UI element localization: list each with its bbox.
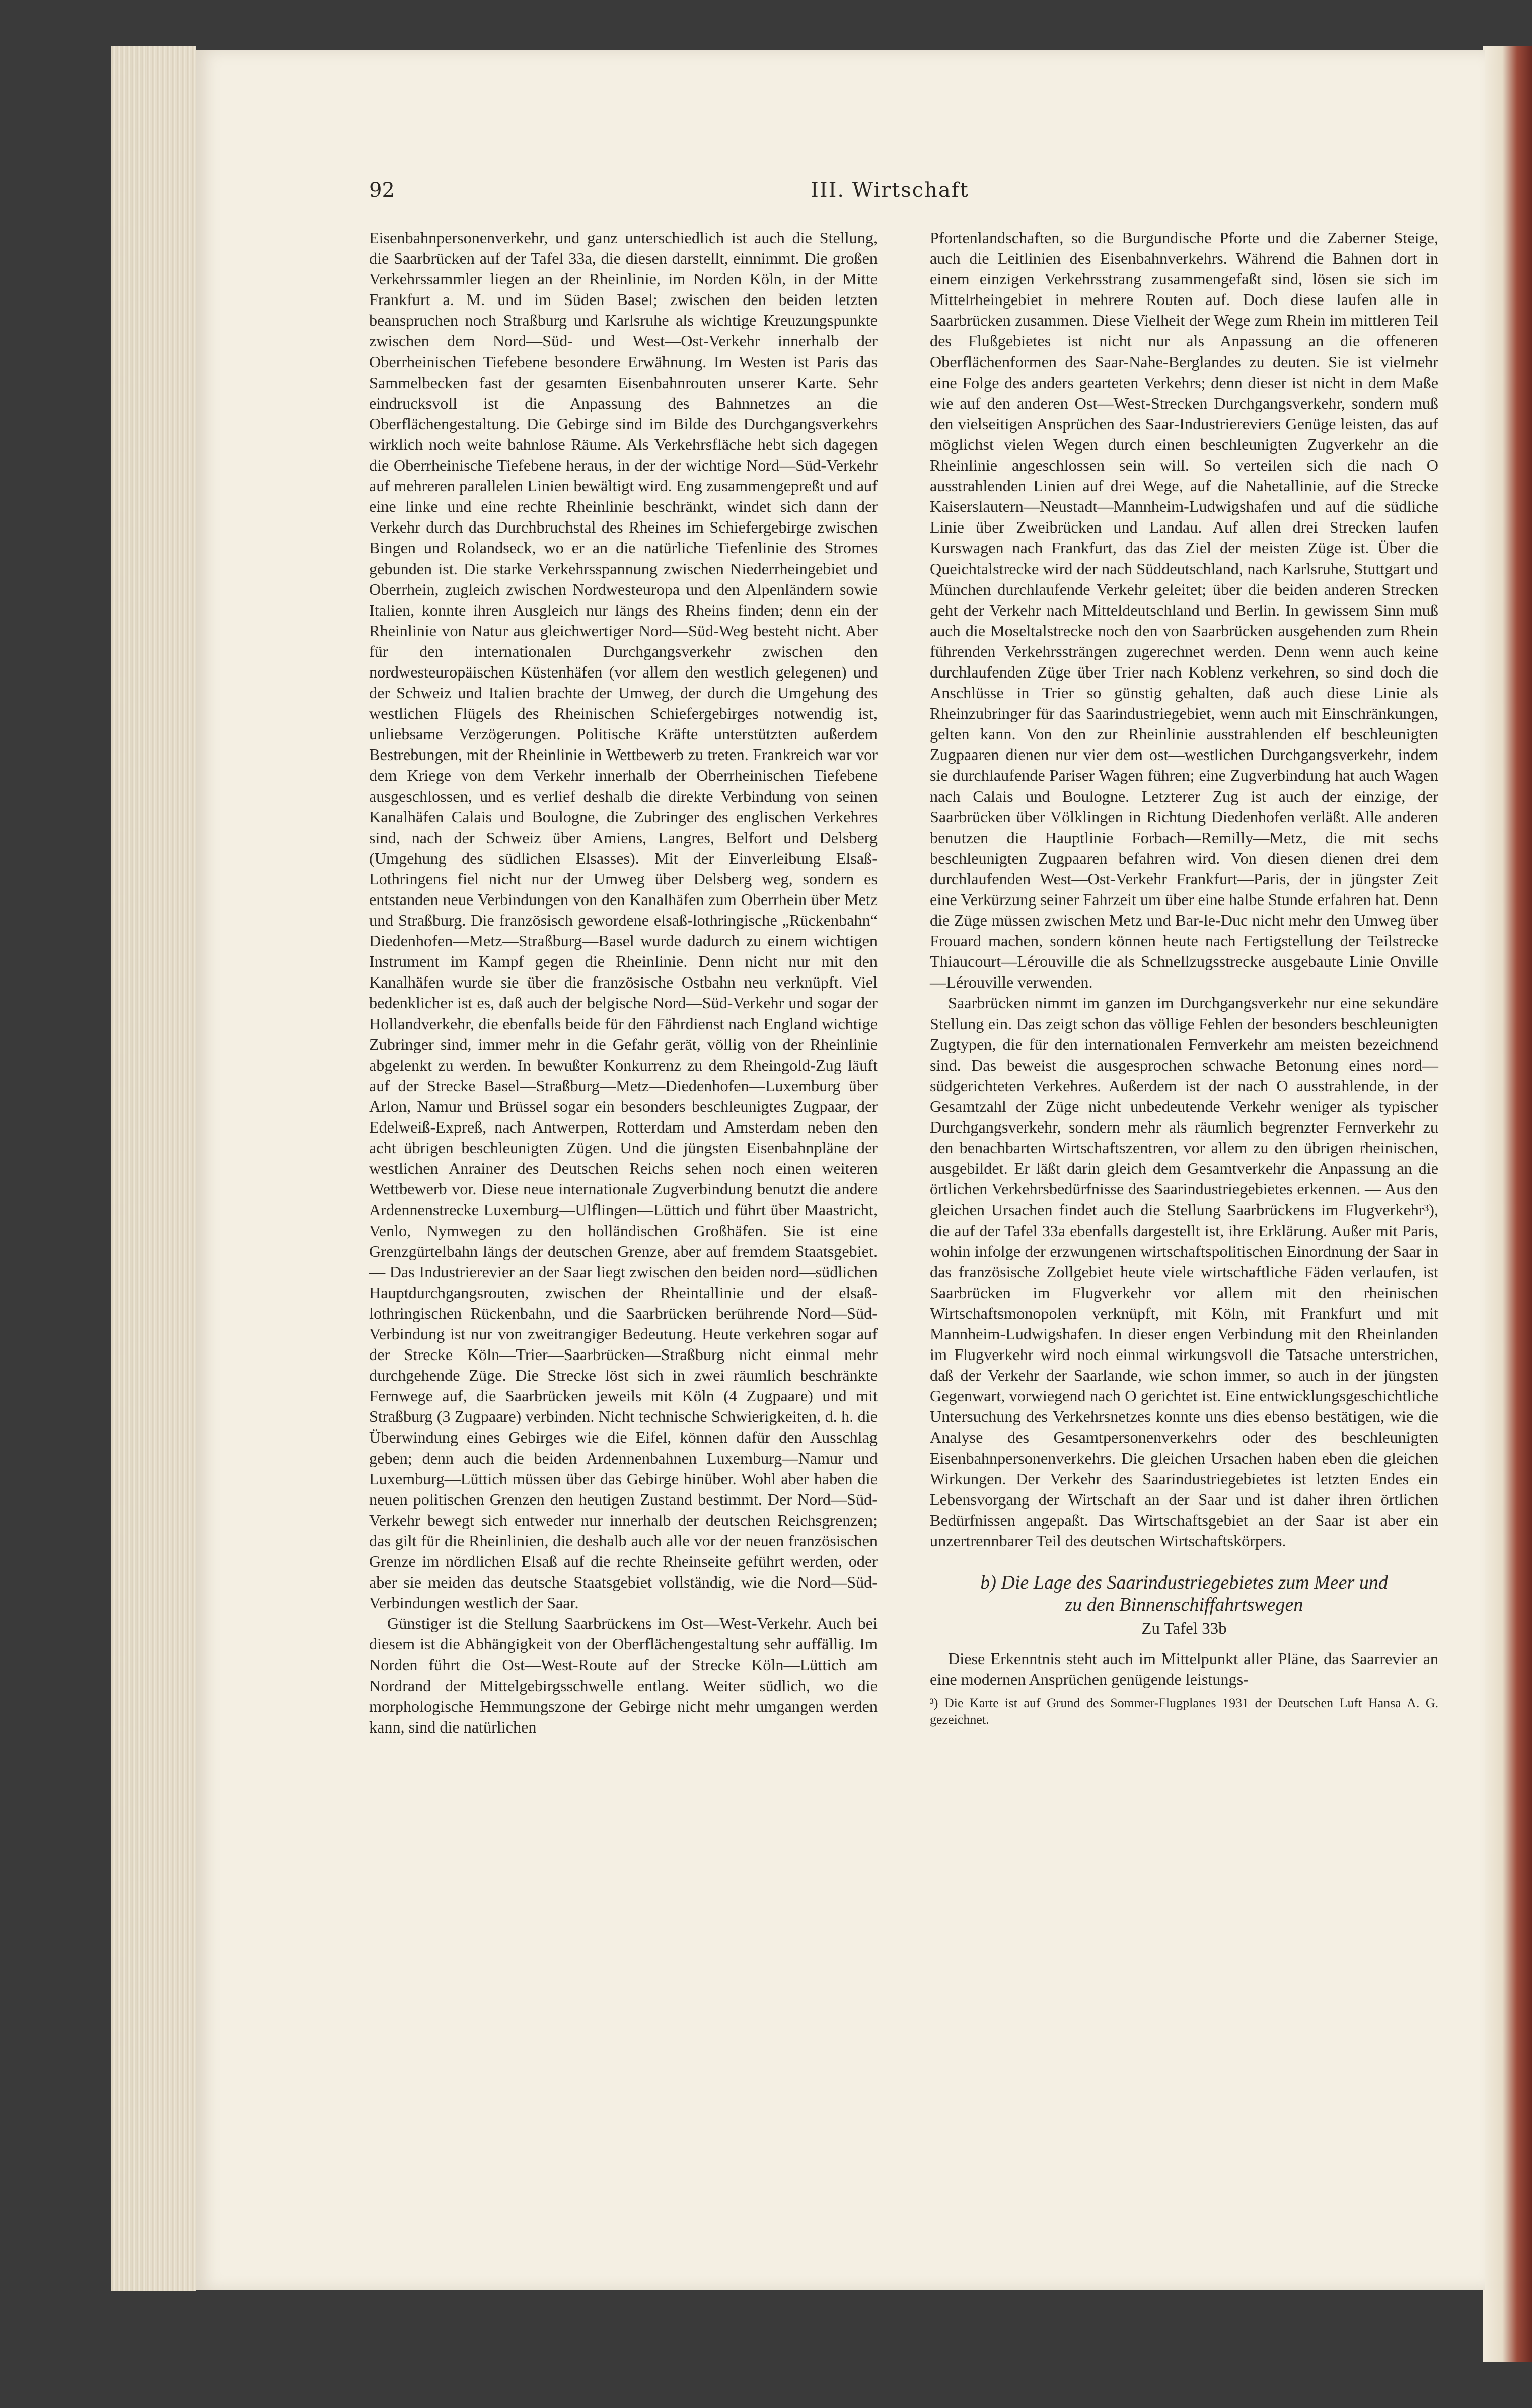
- page-number: 92: [369, 179, 395, 202]
- book-page: [196, 50, 1485, 2290]
- section-title: [930, 1571, 1438, 1616]
- section-title-line: b) Die Lage des Saarindustriegebietes zum Meer und: [980, 1572, 1388, 1593]
- paragraph: Pfortenlandschaften, so die Burgundische Pforte und die Zaberner Steige, auch die Leitlinien des Eisenbahnverkehrs. Während die Bahnen dort in einem einzigen Verkehrsstrang zusammengefaßt sind, lösen sie sich im Mittelrheingebiet in mehrere Routen auf. Doch diese laufen alle in Saarbrücken zusammen. Diese Vielheit der Wege zum Rhein im mittleren Teil des Flußgebietes ist nicht nur als Anpassung an die offeneren Oberflächenformen des Saar-Nahe-Berglandes zu deuten. Sie ist vielmehr eine Folge des anders gearteten Verkehrs; denn dieser ist nicht in dem Maße wie auf den anderen Ost—West-Strecken Durchgangsverkehr, sondern muß den vielseitigen Ansprüchen des Saar-Industriereviers Genüge leisten, das auf möglichst vielen Wegen durch einen beschleunigten Zugverkehr an die Rheinlinie angeschlossen sein will. So verteilen sich die nach O ausstrahlenden Linien auf drei Wege, auf die Nahetallinie, auf die Strecke Kaiserslautern—Neustadt—Mannheim-Ludwigshafen und auf die südliche Linie über Zweibrücken und Landau. Auf allen drei Strecken laufen Kurswagen nach Frankfurt, das das Ziel der meisten Züge ist. Über die Queichtalstrecke wird der nach Süddeutschland, nach Karlsruhe, Stuttgart und München durchlaufende Verkehr geleitet; über die beiden anderen Strecken geht der Verkehr nach Mitteldeutschland und Berlin. In gewissem Sinn muß auch die Moseltalstrecke noch den von Saarbrücken ausgehenden zum Rhein führenden Verkehrssträngen zugerechnet werden. Denn wenn auch keine durchlaufenden Züge über Trier nach Koblenz verkehren, so sind doch die Anschlüsse in Trier so günstig gehalten, daß auch diese Linie als Rheinzubringer für das Saarindustriegebiet, wenn auch mit Einschränkungen, gelten kann. Von den zur Rheinlinie ausstrahlenden elf beschleunigten Zugpaaren dienen nur vier dem ost—westlichen Durchgangsverkehr, indem sie durchlaufende Pariser Wagen führen; eine Zugverbindung hat auch Wagen nach Calais und Boulogne. Letzterer Zug ist auch der einzige, der Saarbrücken über Völklingen in Richtung Diedenhofen verläßt. Alle anderen benutzen die Hauptlinie Forbach—Remilly—Metz, die mit sechs beschleunigten Zugpaaren befahren wird. Von diesen dienen drei dem durchlaufenden West—Ost-Verkehr Frankfurt—Paris, der in jüngster Zeit eine Verkürzung seiner Fahrzeit um über eine halbe Stunde erfahren hat. Denn die Züge müssen zwischen Metz und Bar-le-Duc nicht mehr den Umweg über Frouard machen, sondern können heute nach Fertigstellung der Teilstrecke Thiaucourt—Lérouville die als Schnellzugsstrecke ausgebaute Linie Onville—Lérouville verwenden.: [930, 229, 1438, 992]
- page-header: [196, 179, 1485, 214]
- right-column: [930, 228, 1438, 1728]
- book-cover-edge: [1483, 46, 1532, 2362]
- footnote: ³) Die Karte ist auf Grund des Sommer-Flugplanes 1931 der Deutschen Luft Hansa A. G. gezeichnet.: [930, 1696, 1438, 1727]
- paragraph: Eisenbahnpersonenverkehr, und ganz unterschiedlich ist auch die Stellung, die Saarbrücken auf der Tafel 33a, die diesen darstellt, einnimmt. Die großen Verkehrssammler liegen an der Rheinlinie, im Norden Köln, in der Mitte Frankfurt a. M. und im Süden Basel; zwischen den beiden letzten beanspruchen noch Straßburg und Karlsruhe als wichtige Kreuzungspunkte zwischen dem Nord—Süd- und West—Ost-Verkehr innerhalb der Oberrheinischen Tiefebene besondere Erwähnung. Im Westen ist Paris das Sammelbecken fast der gesamten Eisenbahnrouten unserer Karte. Sehr eindrucksvoll ist die Anpassung des Bahnnetzes an die Oberflächengestaltung. Die Gebirge sind im Bilde des Durchgangsverkehrs wirklich noch weite bahnlose Räume. Als Verkehrsfläche hebt sich dagegen die Oberrheinische Tiefebene heraus, in der der wichtige Nord—Süd-Verkehr auf mehreren parallelen Linien bewältigt wird. Eng zusammengepreßt und auf eine linke und eine rechte Rheinlinie beschränkt, windet sich dann der Verkehr durch das Durchbruchstal des Rheines im Schiefergebirge zwischen Bingen und Rolandseck, wo er an die natürliche Tiefenlinie des Stromes gebunden ist. Die starke Verkehrsspannung zwischen Niederrheingebiet und Oberrhein, zugleich zwischen Nordwesteuropa und den Alpenländern sowie Italien, konnte ihren Ausgleich nur längs des Rheins finden; denn ein der Rheinlinie von Natur aus gleichwertiger Nord—Süd-Weg besteht nicht. Aber für den internationalen Durchgangsverkehr zwischen den nordwesteuropäischen Küstenhäfen (vor allem den westlich gelegenen) und der Schweiz und Italien brachte der Umweg, der durch die Umgehung des westlichen Flügels des Rheinischen Schiefergebirges notwendig ist, unliebsame Verzögerungen. Politische Kräfte unterstützten außerdem Bestrebungen, mit der Rheinlinie in Wettbewerb zu treten. Frankreich war vor dem Kriege von dem Verkehr innerhalb der Oberrheinischen Tiefebene ausgeschlossen, und es verlief deshalb die direkte Verbindung von seinen Kanalhäfen Calais und Boulogne, die Zubringer des englischen Verkehres sind, nach der Schweiz über Amiens, Langres, Belfort und Delsberg (Umgehung des südlichen Elsasses). Mit der Einverleibung Elsaß-Lothringens fiel nicht nur der Umweg über Delsberg weg, sondern es entstanden neue Verbindungen von den Kanalhäfen zum Oberrhein über Metz und Straßburg. Die französisch gewordene elsaß-lothringische „Rückenbahn“ Diedenhofen—Metz—Straßburg—Basel wurde dadurch zu einem wichtigen Instrument im Kampf gegen die Rheinlinie. Denn nicht nur mit den Kanalhäfen wurde sie über die französische Ostbahn neu verknüpft. Viel bedenklicher ist es, daß auch der belgische Nord—Süd-Verkehr und sogar der Hollandverkehr, die ebenfalls beide für den Fährdienst nach England wichtige Zubringer sind, immer mehr in die Gefahr gerät, völlig von der Rheinlinie abgelenkt zu werden. In bewußter Konkurrenz zu dem Rheingold-Zug läuft auf der Strecke Basel—Straßburg—Metz—Diedenhofen—Luxemburg über Arlon, Namur und Brüssel sogar ein besonders beschleunigtes Zugpaar, der Edelweiß-Expreß, nach Antwerpen, Rotterdam und Amsterdam neben den acht übrigen beschleunigten Zügen. Und die jüngsten Eisenbahnpläne der westlichen Anrainer des Deutschen Reichs sehen noch einen weiteren Wettbewerb vor. Diese neue internationale Zugverbindung benutzt die andere Ardennenstrecke Luxemburg—Ulflingen—Lüttich und führt über Maastricht, Venlo, Nymwegen zu den holländischen Großhäfen. Sie ist eine Grenzgürtelbahn längs der deutschen Grenze, aber auf fremdem Staatsgebiet. — Das Industrierevier an der Saar liegt zwischen den beiden nord—südlichen Hauptdurchgangsrouten, zwischen der Rheintallinie und der elsaß-lothringischen Rückenbahn, und die Saarbrücken berührende Nord—Süd-Verbindung ist nur von zweitrangiger Bedeutung. Heute verkehren sogar auf der Strecke Köln—Trier—Saarbrücken—Straßburg nicht einmal mehr durchgehende Züge. Die Strecke löst sich in zwei räumlich beschränkte Fernwege auf, die Saarbrücken jeweils mit Köln (4 Zugpaare) und mit Straßburg (3 Zugpaare) verbinden. Nicht technische Schwierigkeiten, d. h. die Überwindung eines Gebirges wie die Eifel, können dafür den Ausschlag geben; denn auch die beiden Ardennenbahnen Luxemburg—Namur und Luxemburg—Lüttich müssen über das Gebirge hinüber. Wohl aber haben die neuen politischen Grenzen den heutigen Zustand bestimmt. Der Nord—Süd-Verkehr bewegt sich entweder nur innerhalb der deutschen Reichsgrenzen; das gilt für die Rheinlinien, die deshalb auch alle vor der neuen französischen Grenze im nördlichen Elsaß auf die rechte Rheinseite geführt werden, oder aber sie meiden das deutsche Staatsgebiet vollständig, wie die Nord—Süd-Verbindungen westlich der Saar.: [369, 229, 878, 1612]
- running-head: III. Wirtschaft: [811, 179, 969, 202]
- book-page-edges: [111, 46, 196, 2291]
- paragraph: Saarbrücken nimmt im ganzen im Durchgangsverkehr nur eine sekundäre Stellung ein. Das zeigt schon das völlige Fehlen der besonders beschleunigten Zugtypen, die für den internationalen Fernverkehr am meisten bezeichnend sind. Das beweist die ausgesprochen schwache Betonung eines nord—südgerichteten Verkehres. Außerdem ist der nach O ausstrahlende, in der Gesamtzahl der Züge nicht unbedeutende Verkehr weniger als typischer Durchgangsverkehr, sondern mehr als räumlich begrenzter Fernverkehr zu den benachbarten Wirtschaftszentren, vor allem zu den übrigen rheinischen, ausgebildet. Er läßt darin gleich dem Gesamtverkehr die Anpassung an die örtlichen Verkehrsbedürfnisse des Saarindustriegebietes erkennen. — Aus den gleichen Ursachen findet auch die Stellung Saarbrückens im Flugverkehr³), die auf der Tafel 33a ebenfalls dargestellt ist, ihre Erklärung. Außer mit Paris, wohin infolge der erzwungenen wirtschaftspolitischen Einordnung der Saar in das französische Zollgebiet heute viele wirtschaftliche Fäden verlaufen, ist Saarbrücken im Flugverkehr vor allem mit den rheinischen Wirtschaftsmonopolen verknüpft, mit Köln, mit Frankfurt und mit Mannheim-Ludwigshafen. In dieser engen Verbindung mit den Rheinlanden im Flugverkehr wird noch einmal wirkungsvoll die Tatsache unterstrichen, daß der Verkehr der Saarlande, wie schon immer, so auch in der jüngsten Gegenwart, vorwiegend nach O gerichtet ist. Eine entwicklungsgeschichtliche Untersuchung des Verkehrsnetzes konnte uns dies ebenso bestätigen, wie die Analyse des Gesamtpersonenverkehrs oder des beschleunigten Eisenbahnpersonenverkehrs. Die gleichen Ursachen haben eben die gleichen Wirkungen. Der Verkehr des Saarindustriegebietes ist letzten Endes ein Lebensvorgang der Wirtschaft an der Saar und ist daher ihren örtlichen Bedürfnissen angepaßt. Das Wirtschaftsgebiet an der Saar ist aber ein unzertrennbarer Teil des deutschen Wirtschaftskörpers.: [930, 994, 1438, 1550]
- plate-reference: Zu Tafel 33b: [1141, 1620, 1227, 1638]
- section-title-line: zu den Binnenschiffahrtswegen: [1065, 1594, 1303, 1615]
- left-column: [369, 228, 878, 1738]
- paragraph: Günstiger ist die Stellung Saarbrückens im Ost—West-Verkehr. Auch bei diesem ist die Abhängigkeit von der Oberflächengestaltung sehr auffällig. Im Norden führt die Ost—West-Route auf der Strecke Köln—Lüttich am Nordrand der Mittelgebirgsschwelle entlang. Weiter südlich, wo die morphologische Hemmungszone der Gebirge nicht mehr umgangen werden kann, sind die natürlichen: [369, 1614, 878, 1736]
- paragraph: Diese Erkenntnis steht auch im Mittelpunkt aller Pläne, das Saarrevier an eine modernen Ansprüchen genügende leistungs-: [930, 1649, 1438, 1689]
